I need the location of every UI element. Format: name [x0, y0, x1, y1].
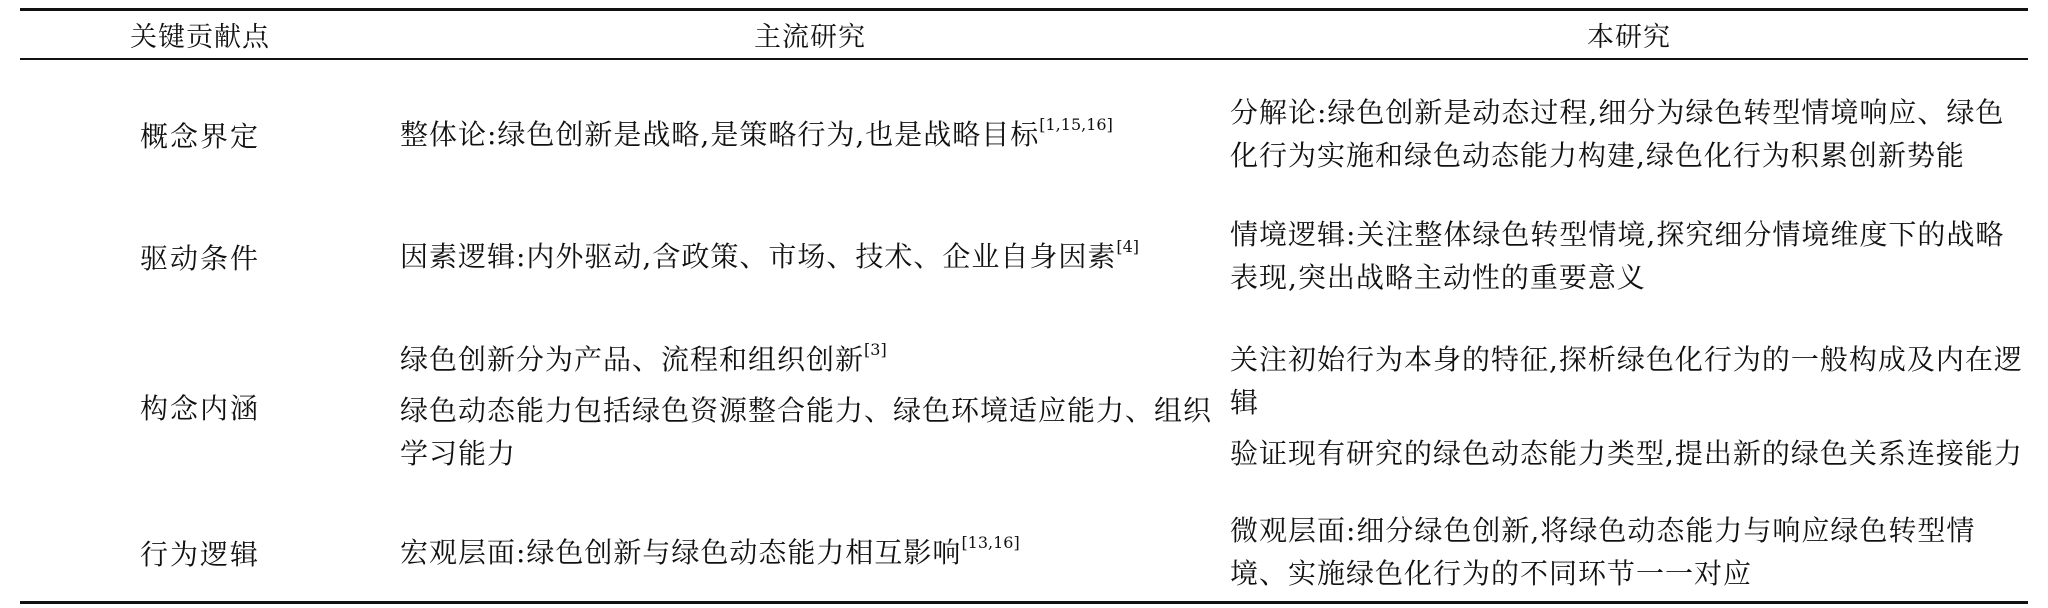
- header-key-contribution: 关键贡献点: [130, 22, 270, 53]
- this-research-cell: [1230, 309, 2028, 505]
- row-key-cell: 驱动条件: [139, 242, 260, 275]
- citation-ref: [3]: [864, 339, 887, 359]
- table-row: [20, 505, 2028, 601]
- cell-text: 宏观层面:绿色创新与绿色动态能力相互影响: [400, 535, 962, 569]
- cell-paragraph: [1230, 509, 2028, 595]
- cell-text: 情境逻辑:关注整体绿色转型情境,探究细分情境维度下的战略表现,突出战略主动性的重要意义: [1230, 218, 2005, 294]
- cell-text: 验证现有研究的绿色动态能力类型,提出新的绿色关系连接能力: [1230, 436, 2023, 470]
- table-bottom-rule: [20, 601, 2028, 604]
- table-header-rule: [20, 58, 2028, 60]
- cell-paragraph: [400, 389, 1220, 475]
- table-row: [20, 205, 2028, 309]
- cell-paragraph: [400, 113, 1220, 156]
- row-key-cell: 概念界定: [139, 120, 260, 153]
- row-key-cell: 构念内涵: [139, 392, 260, 425]
- citation-ref: [1,15,16]: [1039, 114, 1113, 134]
- cell-paragraph: [1230, 91, 2028, 177]
- citation-ref: [13,16]: [961, 532, 1020, 552]
- cell-paragraph: [1230, 432, 2028, 475]
- cell-paragraph: [400, 235, 1220, 278]
- this-research-cell: [1230, 505, 2028, 601]
- mainstream-cell: [400, 65, 1220, 205]
- header-mainstream-research: 主流研究: [754, 22, 866, 53]
- cell-text: 绿色动态能力包括绿色资源整合能力、绿色环境适应能力、组织学习能力: [400, 393, 1213, 470]
- cell-text: 关注初始行为本身的特征,探析绿色化行为的一般构成及内在逻辑: [1230, 342, 2023, 419]
- cell-paragraph: [400, 338, 1220, 381]
- cell-text: 绿色创新分为产品、流程和组织创新: [400, 342, 865, 376]
- cell-text: 微观层面:细分绿色创新,将绿色动态能力与响应绿色转型情境、实施绿色化行为的不同环节一一对应: [1230, 514, 1976, 590]
- table-row: [20, 309, 2028, 505]
- cell-paragraph: [400, 531, 1220, 574]
- citation-ref: [4]: [1116, 236, 1140, 256]
- cell-text: 因素逻辑:内外驱动,含政策、市场、技术、企业自身因素: [400, 239, 1117, 273]
- cell-text: 分解论:绿色创新是动态过程,细分为绿色转型情境响应、绿色化行为实施和绿色动态能力构建,绿色化行为积累创新势能: [1230, 96, 2005, 172]
- comparison-table: [20, 8, 2028, 604]
- mainstream-cell: [400, 205, 1220, 309]
- cell-paragraph: [1230, 338, 2028, 424]
- table-row: [20, 65, 2028, 205]
- mainstream-cell: [400, 309, 1220, 505]
- this-research-cell: [1230, 65, 2028, 205]
- this-research-cell: [1230, 205, 2028, 309]
- cell-paragraph: [1230, 213, 2028, 299]
- mainstream-cell: [400, 505, 1220, 601]
- row-key-cell: 行为逻辑: [139, 538, 260, 571]
- header-this-research: 本研究: [1587, 22, 1671, 53]
- cell-text: 整体论:绿色创新是战略,是策略行为,也是战略目标: [400, 117, 1040, 151]
